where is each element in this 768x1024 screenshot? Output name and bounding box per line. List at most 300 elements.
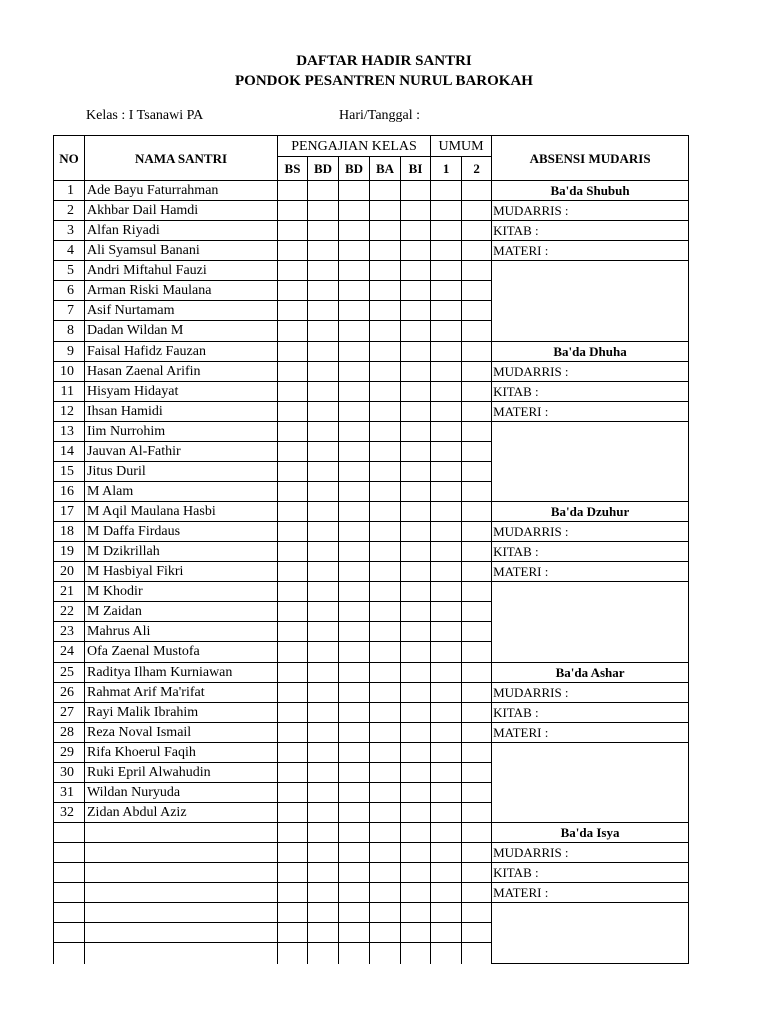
attendance-mark-cell[interactable] <box>370 802 401 822</box>
attendance-mark-cell[interactable] <box>431 843 462 863</box>
attendance-mark-cell[interactable] <box>431 782 462 802</box>
attendance-mark-cell[interactable] <box>462 421 492 441</box>
attendance-mark-cell[interactable] <box>339 361 370 381</box>
attendance-mark-cell[interactable] <box>462 261 492 281</box>
attendance-mark-cell[interactable] <box>339 441 370 461</box>
attendance-mark-cell[interactable] <box>462 823 492 843</box>
attendance-mark-cell[interactable] <box>278 782 308 802</box>
attendance-mark-cell[interactable] <box>370 682 401 702</box>
attendance-mark-cell[interactable] <box>401 441 431 461</box>
attendance-mark-cell[interactable] <box>370 823 401 843</box>
attendance-mark-cell[interactable] <box>278 542 308 562</box>
attendance-mark-cell[interactable] <box>339 542 370 562</box>
attendance-mark-cell[interactable] <box>339 461 370 481</box>
attendance-mark-cell[interactable] <box>462 181 492 201</box>
kelas-label: Kelas : I Tsanawi PA <box>86 108 204 123</box>
attendance-mark-cell[interactable] <box>370 281 401 301</box>
attendance-mark-cell[interactable] <box>308 241 339 261</box>
attendance-mark-cell[interactable] <box>401 762 431 782</box>
attendance-mark-cell[interactable] <box>401 622 431 642</box>
attendance-mark-cell[interactable] <box>370 923 401 943</box>
attendance-mark-cell[interactable] <box>278 562 308 582</box>
attendance-mark-cell[interactable] <box>431 702 462 722</box>
attendance-mark-cell[interactable] <box>431 903 462 923</box>
attendance-mark-cell[interactable] <box>339 522 370 542</box>
attendance-mark-cell[interactable] <box>278 301 308 321</box>
attendance-mark-cell[interactable] <box>462 742 492 762</box>
attendance-mark-cell[interactable] <box>339 381 370 401</box>
attendance-mark-cell[interactable] <box>401 241 431 261</box>
attendance-mark-cell[interactable] <box>278 281 308 301</box>
attendance-mark-cell[interactable] <box>278 321 308 341</box>
attendance-mark-cell[interactable] <box>308 441 339 461</box>
attendance-mark-cell[interactable] <box>370 722 401 742</box>
attendance-mark-cell[interactable] <box>431 241 462 261</box>
attendance-mark-cell[interactable] <box>308 662 339 682</box>
attendance-mark-cell[interactable] <box>462 642 492 662</box>
attendance-mark-cell[interactable] <box>339 341 370 361</box>
attendance-mark-cell[interactable] <box>431 923 462 943</box>
attendance-mark-cell[interactable] <box>431 441 462 461</box>
attendance-mark-cell[interactable] <box>278 722 308 742</box>
attendance-mark-cell[interactable] <box>462 481 492 501</box>
attendance-mark-cell[interactable] <box>308 883 339 903</box>
header-umum: UMUM <box>431 136 492 157</box>
attendance-mark-cell[interactable] <box>462 722 492 742</box>
attendance-mark-cell[interactable] <box>401 923 431 943</box>
attendance-mark-cell[interactable] <box>431 421 462 441</box>
attendance-mark-cell[interactable] <box>308 802 339 822</box>
attendance-mark-cell[interactable] <box>401 401 431 421</box>
attendance-mark-cell[interactable] <box>431 481 462 501</box>
attendance-mark-cell[interactable] <box>308 582 339 602</box>
attendance-mark-cell[interactable] <box>401 381 431 401</box>
attendance-mark-cell[interactable] <box>370 702 401 722</box>
attendance-mark-cell[interactable] <box>401 522 431 542</box>
attendance-mark-cell[interactable] <box>370 261 401 281</box>
attendance-mark-cell[interactable] <box>278 421 308 441</box>
attendance-mark-cell[interactable] <box>339 682 370 702</box>
attendance-mark-cell[interactable] <box>370 542 401 562</box>
attendance-mark-cell[interactable] <box>401 502 431 522</box>
student-name: Mahrus Ali <box>85 622 278 642</box>
attendance-mark-cell[interactable] <box>401 642 431 662</box>
attendance-mark-cell[interactable] <box>278 662 308 682</box>
attendance-mark-cell[interactable] <box>370 381 401 401</box>
attendance-mark-cell[interactable] <box>431 802 462 822</box>
attendance-mark-cell[interactable] <box>462 502 492 522</box>
attendance-mark-cell[interactable] <box>401 201 431 221</box>
attendance-mark-cell[interactable] <box>339 642 370 662</box>
attendance-mark-cell[interactable] <box>401 562 431 582</box>
attendance-mark-cell[interactable] <box>308 863 339 883</box>
attendance-mark-cell[interactable] <box>278 883 308 903</box>
attendance-mark-cell[interactable] <box>401 602 431 622</box>
attendance-mark-cell[interactable] <box>278 522 308 542</box>
attendance-mark-cell[interactable] <box>431 361 462 381</box>
attendance-mark-cell[interactable] <box>401 481 431 501</box>
attendance-mark-cell[interactable] <box>370 421 401 441</box>
attendance-mark-cell[interactable] <box>339 662 370 682</box>
attendance-mark-cell[interactable] <box>401 782 431 802</box>
student-no: 5 <box>54 261 85 281</box>
attendance-mark-cell[interactable] <box>462 782 492 802</box>
attendance-mark-cell[interactable] <box>278 341 308 361</box>
attendance-mark-cell[interactable] <box>370 863 401 883</box>
attendance-mark-cell[interactable] <box>401 582 431 602</box>
attendance-mark-cell[interactable] <box>308 542 339 562</box>
attendance-mark-cell[interactable] <box>462 602 492 622</box>
attendance-mark-cell[interactable] <box>339 722 370 742</box>
attendance-mark-cell[interactable] <box>401 843 431 863</box>
attendance-mark-cell[interactable] <box>278 241 308 261</box>
attendance-mark-cell[interactable] <box>308 903 339 923</box>
attendance-mark-cell[interactable] <box>431 682 462 702</box>
attendance-mark-cell[interactable] <box>462 622 492 642</box>
attendance-mark-cell[interactable] <box>462 682 492 702</box>
attendance-mark-cell[interactable] <box>308 522 339 542</box>
attendance-mark-cell[interactable] <box>431 662 462 682</box>
attendance-mark-cell[interactable] <box>339 281 370 301</box>
attendance-mark-cell[interactable] <box>431 461 462 481</box>
attendance-mark-cell[interactable] <box>431 542 462 562</box>
attendance-mark-cell[interactable] <box>462 582 492 602</box>
attendance-mark-cell[interactable] <box>278 582 308 602</box>
attendance-mark-cell[interactable] <box>462 542 492 562</box>
attendance-mark-cell[interactable] <box>462 903 492 923</box>
attendance-mark-cell[interactable] <box>370 883 401 903</box>
attendance-mark-cell[interactable] <box>339 943 370 964</box>
attendance-mark-cell[interactable] <box>431 281 462 301</box>
attendance-mark-cell[interactable] <box>401 341 431 361</box>
attendance-mark-cell[interactable] <box>278 802 308 822</box>
session-materi-label: MATERI : <box>492 722 689 742</box>
session-notes-area[interactable] <box>492 421 689 501</box>
attendance-mark-cell[interactable] <box>308 823 339 843</box>
attendance-mark-cell[interactable] <box>431 341 462 361</box>
attendance-mark-cell[interactable] <box>370 401 401 421</box>
attendance-mark-cell[interactable] <box>431 742 462 762</box>
attendance-mark-cell[interactable] <box>278 943 308 964</box>
attendance-mark-cell[interactable] <box>278 361 308 381</box>
attendance-mark-cell[interactable] <box>339 201 370 221</box>
attendance-mark-cell[interactable] <box>278 602 308 622</box>
attendance-mark-cell[interactable] <box>431 823 462 843</box>
student-no: 10 <box>54 361 85 381</box>
attendance-mark-cell[interactable] <box>370 341 401 361</box>
student-row <box>54 502 689 522</box>
attendance-mark-cell[interactable] <box>462 522 492 542</box>
attendance-mark-cell[interactable] <box>339 843 370 863</box>
attendance-mark-cell[interactable] <box>339 823 370 843</box>
attendance-mark-cell[interactable] <box>401 421 431 441</box>
attendance-mark-cell[interactable] <box>370 642 401 662</box>
attendance-mark-cell[interactable] <box>339 863 370 883</box>
attendance-mark-cell[interactable] <box>339 602 370 622</box>
student-no: 2 <box>54 201 85 221</box>
attendance-mark-cell[interactable] <box>278 401 308 421</box>
attendance-mark-cell[interactable] <box>401 702 431 722</box>
attendance-mark-cell[interactable] <box>431 582 462 602</box>
attendance-mark-cell[interactable] <box>462 863 492 883</box>
attendance-mark-cell[interactable] <box>308 401 339 421</box>
attendance-mark-cell[interactable] <box>431 522 462 542</box>
attendance-mark-cell[interactable] <box>278 201 308 221</box>
attendance-mark-cell[interactable] <box>278 622 308 642</box>
student-no: 28 <box>54 722 85 742</box>
attendance-mark-cell[interactable] <box>339 883 370 903</box>
attendance-mark-cell[interactable] <box>462 702 492 722</box>
student-name: Alfan Riyadi <box>85 221 278 241</box>
attendance-mark-cell[interactable] <box>370 622 401 642</box>
attendance-mark-cell[interactable] <box>431 221 462 241</box>
student-name: Reza Noval Ismail <box>85 722 278 742</box>
attendance-mark-cell[interactable] <box>370 201 401 221</box>
attendance-mark-cell[interactable] <box>278 823 308 843</box>
attendance-mark-cell[interactable] <box>308 762 339 782</box>
attendance-mark-cell[interactable] <box>339 702 370 722</box>
attendance-mark-cell[interactable] <box>462 762 492 782</box>
attendance-mark-cell[interactable] <box>462 441 492 461</box>
attendance-mark-cell[interactable] <box>339 301 370 321</box>
attendance-mark-cell[interactable] <box>339 742 370 762</box>
attendance-mark-cell[interactable] <box>401 301 431 321</box>
attendance-mark-cell[interactable] <box>370 321 401 341</box>
student-row <box>54 522 689 542</box>
session-notes-area[interactable] <box>492 261 689 341</box>
attendance-mark-cell[interactable] <box>339 421 370 441</box>
attendance-mark-cell[interactable] <box>308 261 339 281</box>
attendance-mark-cell[interactable] <box>339 321 370 341</box>
student-no: 14 <box>54 441 85 461</box>
attendance-mark-cell[interactable] <box>308 562 339 582</box>
attendance-mark-cell[interactable] <box>431 301 462 321</box>
attendance-mark-cell[interactable] <box>308 702 339 722</box>
attendance-mark-cell[interactable] <box>401 903 431 923</box>
attendance-mark-cell[interactable] <box>308 481 339 501</box>
attendance-mark-cell[interactable] <box>462 461 492 481</box>
attendance-mark-cell[interactable] <box>462 221 492 241</box>
attendance-mark-cell[interactable] <box>370 461 401 481</box>
attendance-mark-cell[interactable] <box>462 281 492 301</box>
attendance-mark-cell[interactable] <box>431 722 462 742</box>
attendance-mark-cell[interactable] <box>370 522 401 542</box>
attendance-mark-cell[interactable] <box>401 742 431 762</box>
attendance-mark-cell[interactable] <box>462 381 492 401</box>
attendance-mark-cell[interactable] <box>431 321 462 341</box>
attendance-mark-cell[interactable] <box>278 381 308 401</box>
attendance-mark-cell[interactable] <box>370 361 401 381</box>
attendance-mark-cell[interactable] <box>401 321 431 341</box>
attendance-mark-cell[interactable] <box>462 321 492 341</box>
session-materi-label: MATERI : <box>492 883 689 903</box>
attendance-mark-cell[interactable] <box>462 361 492 381</box>
attendance-mark-cell[interactable] <box>462 802 492 822</box>
student-no: 4 <box>54 241 85 261</box>
attendance-mark-cell[interactable] <box>339 762 370 782</box>
attendance-mark-cell[interactable] <box>308 843 339 863</box>
attendance-mark-cell[interactable] <box>401 682 431 702</box>
attendance-mark-cell[interactable] <box>278 923 308 943</box>
attendance-mark-cell[interactable] <box>370 481 401 501</box>
attendance-mark-cell[interactable] <box>278 261 308 281</box>
attendance-mark-cell[interactable] <box>278 441 308 461</box>
attendance-mark-cell[interactable] <box>339 802 370 822</box>
session-notes-area[interactable] <box>492 582 689 662</box>
attendance-mark-cell[interactable] <box>431 863 462 883</box>
attendance-mark-cell[interactable] <box>370 582 401 602</box>
attendance-mark-cell[interactable] <box>308 421 339 441</box>
attendance-mark-cell[interactable] <box>462 843 492 863</box>
student-name: Akhbar Dail Hamdi <box>85 201 278 221</box>
student-no: 12 <box>54 401 85 421</box>
attendance-mark-cell[interactable] <box>308 181 339 201</box>
attendance-mark-cell[interactable] <box>278 502 308 522</box>
attendance-mark-cell[interactable] <box>370 181 401 201</box>
attendance-mark-cell[interactable] <box>308 502 339 522</box>
attendance-mark-cell[interactable] <box>431 181 462 201</box>
attendance-mark-cell[interactable] <box>278 762 308 782</box>
attendance-mark-cell[interactable] <box>370 562 401 582</box>
attendance-mark-cell[interactable] <box>308 461 339 481</box>
attendance-mark-cell[interactable] <box>370 221 401 241</box>
attendance-mark-cell[interactable] <box>462 943 492 964</box>
attendance-mark-cell[interactable] <box>370 602 401 622</box>
attendance-mark-cell[interactable] <box>339 562 370 582</box>
attendance-mark-cell[interactable] <box>339 241 370 261</box>
attendance-mark-cell[interactable] <box>308 642 339 662</box>
attendance-mark-cell[interactable] <box>401 542 431 562</box>
attendance-mark-cell[interactable] <box>431 562 462 582</box>
attendance-mark-cell[interactable] <box>370 762 401 782</box>
attendance-mark-cell[interactable] <box>278 682 308 702</box>
attendance-mark-cell[interactable] <box>278 461 308 481</box>
attendance-mark-cell[interactable] <box>401 361 431 381</box>
attendance-mark-cell[interactable] <box>370 502 401 522</box>
attendance-mark-cell[interactable] <box>308 722 339 742</box>
attendance-mark-cell[interactable] <box>339 502 370 522</box>
attendance-mark-cell[interactable] <box>431 381 462 401</box>
attendance-mark-cell[interactable] <box>431 943 462 964</box>
attendance-mark-cell[interactable] <box>462 562 492 582</box>
header-pengajian-kelas: PENGAJIAN KELAS <box>278 136 431 157</box>
attendance-mark-cell[interactable] <box>308 221 339 241</box>
attendance-mark-cell[interactable] <box>278 481 308 501</box>
attendance-mark-cell[interactable] <box>278 742 308 762</box>
attendance-mark-cell[interactable] <box>339 582 370 602</box>
attendance-mark-cell[interactable] <box>431 602 462 622</box>
attendance-mark-cell[interactable] <box>339 903 370 923</box>
attendance-mark-cell[interactable] <box>431 622 462 642</box>
attendance-mark-cell[interactable] <box>278 843 308 863</box>
attendance-mark-cell[interactable] <box>401 221 431 241</box>
attendance-mark-cell[interactable] <box>339 481 370 501</box>
attendance-mark-cell[interactable] <box>308 923 339 943</box>
session-notes-area[interactable] <box>492 742 689 822</box>
attendance-mark-cell[interactable] <box>431 401 462 421</box>
attendance-mark-cell[interactable] <box>308 602 339 622</box>
attendance-mark-cell[interactable] <box>308 361 339 381</box>
attendance-mark-cell[interactable] <box>401 943 431 964</box>
attendance-mark-cell[interactable] <box>370 662 401 682</box>
attendance-mark-cell[interactable] <box>431 201 462 221</box>
attendance-mark-cell[interactable] <box>431 502 462 522</box>
attendance-mark-cell[interactable] <box>308 943 339 964</box>
student-row <box>54 401 689 421</box>
attendance-mark-cell[interactable] <box>431 642 462 662</box>
attendance-mark-cell[interactable] <box>401 261 431 281</box>
attendance-mark-cell[interactable] <box>401 823 431 843</box>
attendance-mark-cell[interactable] <box>431 261 462 281</box>
attendance-mark-cell[interactable] <box>308 281 339 301</box>
attendance-mark-cell[interactable] <box>278 221 308 241</box>
attendance-mark-cell[interactable] <box>370 843 401 863</box>
attendance-mark-cell[interactable] <box>339 782 370 802</box>
attendance-mark-cell[interactable] <box>401 181 431 201</box>
attendance-mark-cell[interactable] <box>462 301 492 321</box>
attendance-mark-cell[interactable] <box>462 401 492 421</box>
attendance-mark-cell[interactable] <box>308 201 339 221</box>
attendance-mark-cell[interactable] <box>401 863 431 883</box>
attendance-mark-cell[interactable] <box>370 241 401 261</box>
attendance-mark-cell[interactable] <box>308 622 339 642</box>
attendance-mark-cell[interactable] <box>431 762 462 782</box>
attendance-mark-cell[interactable] <box>308 341 339 361</box>
attendance-mark-cell[interactable] <box>401 722 431 742</box>
attendance-mark-cell[interactable] <box>370 742 401 762</box>
attendance-mark-cell[interactable] <box>278 181 308 201</box>
attendance-mark-cell[interactable] <box>462 883 492 903</box>
attendance-mark-cell[interactable] <box>401 883 431 903</box>
attendance-mark-cell[interactable] <box>401 802 431 822</box>
attendance-mark-cell[interactable] <box>339 401 370 421</box>
attendance-mark-cell[interactable] <box>462 662 492 682</box>
attendance-mark-cell[interactable] <box>462 201 492 221</box>
session-notes-area[interactable] <box>492 903 689 964</box>
session-materi-label: MATERI : <box>492 562 689 582</box>
attendance-mark-cell[interactable] <box>401 281 431 301</box>
student-no: 9 <box>54 341 85 361</box>
attendance-mark-cell[interactable] <box>308 782 339 802</box>
attendance-mark-cell[interactable] <box>370 782 401 802</box>
attendance-mark-cell[interactable] <box>308 682 339 702</box>
attendance-mark-cell[interactable] <box>370 441 401 461</box>
attendance-mark-cell[interactable] <box>278 702 308 722</box>
attendance-mark-cell[interactable] <box>308 301 339 321</box>
attendance-mark-cell[interactable] <box>339 221 370 241</box>
header-sub-bs: BS <box>278 157 308 181</box>
attendance-mark-cell[interactable] <box>308 321 339 341</box>
attendance-mark-cell[interactable] <box>339 923 370 943</box>
attendance-mark-cell[interactable] <box>308 742 339 762</box>
attendance-mark-cell[interactable] <box>401 662 431 682</box>
attendance-mark-cell[interactable] <box>339 181 370 201</box>
attendance-mark-cell[interactable] <box>339 261 370 281</box>
attendance-mark-cell[interactable] <box>431 883 462 903</box>
attendance-mark-cell[interactable] <box>462 923 492 943</box>
attendance-mark-cell[interactable] <box>339 622 370 642</box>
attendance-mark-cell[interactable] <box>370 903 401 923</box>
attendance-mark-cell[interactable] <box>278 903 308 923</box>
attendance-mark-cell[interactable] <box>370 943 401 964</box>
attendance-mark-cell[interactable] <box>462 341 492 361</box>
attendance-mark-cell[interactable] <box>278 863 308 883</box>
attendance-mark-cell[interactable] <box>462 241 492 261</box>
attendance-mark-cell[interactable] <box>401 461 431 481</box>
attendance-mark-cell[interactable] <box>278 642 308 662</box>
attendance-mark-cell[interactable] <box>370 301 401 321</box>
attendance-mark-cell[interactable] <box>308 381 339 401</box>
